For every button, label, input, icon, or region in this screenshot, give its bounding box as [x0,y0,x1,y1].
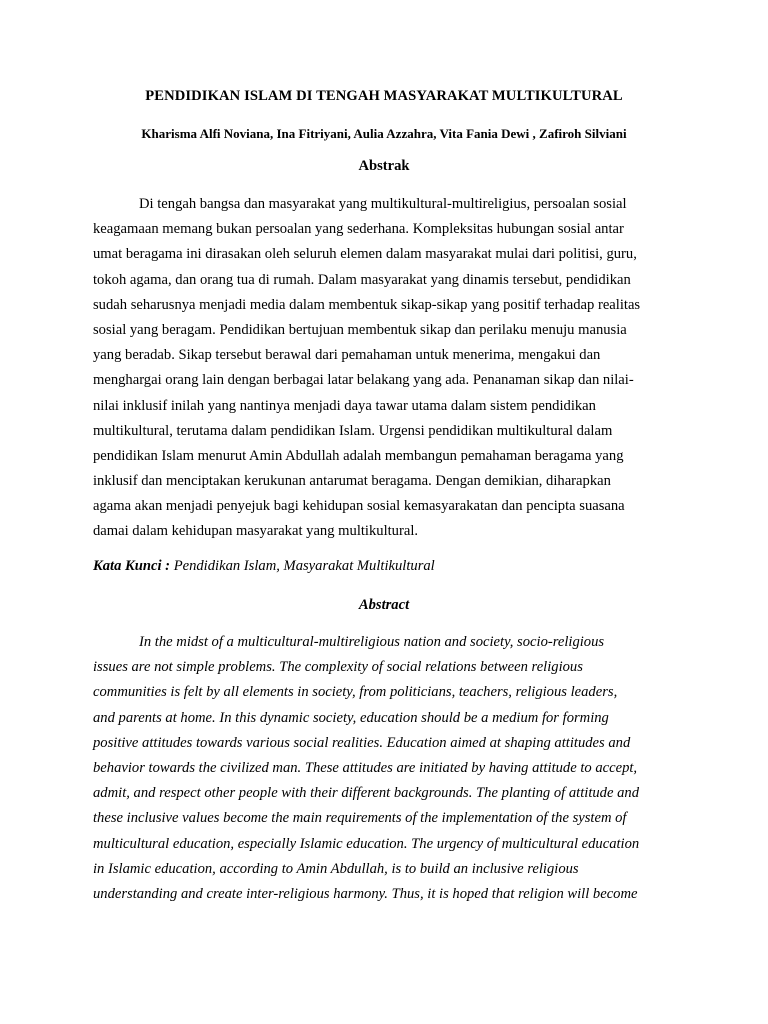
abstrak-line: agama akan menjadi penyejuk bagi kehidupan sosial kemasyarakatan dan pencipta suasana [93,498,625,515]
abstrak-line: yang beradab. Sikap tersebut berawal dari pemahaman untuk menerima, mengakui dan [93,347,601,364]
paper-title: PENDIDIKAN ISLAM DI TENGAH MASYARAKAT MULTIKULTURAL [145,88,623,104]
author-list: Kharisma Alfi Noviana, Ina Fitriyani, Aulia Azzahra, Vita Fania Dewi , Zafiroh Silviani [141,126,627,141]
abstract-line: In the midst of a multicultural-multireligious nation and society, socio-religious [139,634,605,650]
keywords-text: Pendidikan Islam, Masyarakat Multikultural [170,558,435,574]
abstrak-line: damai dalam kehidupan masyarakat yang multikultural. [93,523,419,540]
abstract-paragraph [93,630,693,907]
abstract-line: issues are not simple problems. The complexity of social relations between religious [93,659,583,676]
abstrak-paragraph [93,192,693,545]
abstract-line: and parents at home. In this dynamic society, education should be a medium for forming [93,709,609,726]
abstrak-line: sosial yang beragam. Pendidikan bertujuan membentuk sikap dan perilaku menuju manusia [93,321,627,338]
abstract-line: positive attitudes towards various social realities. Education aimed at shaping attitudes and [93,734,631,751]
keywords-label: Kata Kunci : [93,558,171,574]
abstract-line: in Islamic education, according to Amin Abdullah, is to build an inclusive religious [93,860,579,877]
abstrak-line: tokoh agama, dan orang tua di rumah. Dalam masyarakat yang dinamis tersebut, pendidikan [93,271,631,288]
abstrak-line: inklusif dan menciptakan kerukunan antarumat beragama. Dengan demikian, diharapkan [93,473,611,490]
abstrak-line: pendidikan Islam menurut Amin Abdullah adalah membangun pemahaman beragama yang [93,447,624,464]
abstrak-line: keagamaan memang bukan persoalan yang sederhana. Kompleksitas hubungan sosial antar [93,221,624,238]
keywords-line [93,558,435,575]
abstrak-line: Di tengah bangsa dan masyarakat yang multikultural-multireligius, persoalan sosial [139,196,627,212]
abstrak-line: menghargai orang lain dengan berbagai latar belakang yang ada. Penanaman sikap dan nilai- [93,372,634,389]
abstract-line: behavior towards the civilized man. These attitudes are initiated by having attitude to accept, [93,759,638,776]
abstrak-line: nilai inklusif inilah yang nantinya menjadi daya tawar utama dalam sistem pendidikan [93,397,596,414]
abstrak-heading: Abstrak [358,158,410,174]
abstract-line: these inclusive values become the main requirements of the implementation of the system of [93,810,627,827]
abstract-line: communities is felt by all elements in society, from politicians, teachers, religious leaders, [93,684,618,701]
abstract-line: multicultural education, especially Islamic education. The urgency of multicultural education [93,835,640,852]
abstrak-line: multikultural, terutama dalam pendidikan Islam. Urgensi pendidikan multikultural dalam [93,422,613,439]
abstrak-line: umat beragama ini dirasakan oleh seluruh elemen dalam masyarakat mulai dari politisi, guru, [93,246,637,263]
abstract-heading: Abstract [358,597,410,613]
abstract-line: understanding and create inter-religious harmony. Thus, it is hoped that religion will become [93,885,638,902]
abstrak-line: sudah seharusnya menjadi media dalam membentuk sikap-sikap yang positif terhadap realitas [93,296,641,313]
abstract-line: admit, and respect other people with their different backgrounds. The planting of attitude and [93,785,639,802]
